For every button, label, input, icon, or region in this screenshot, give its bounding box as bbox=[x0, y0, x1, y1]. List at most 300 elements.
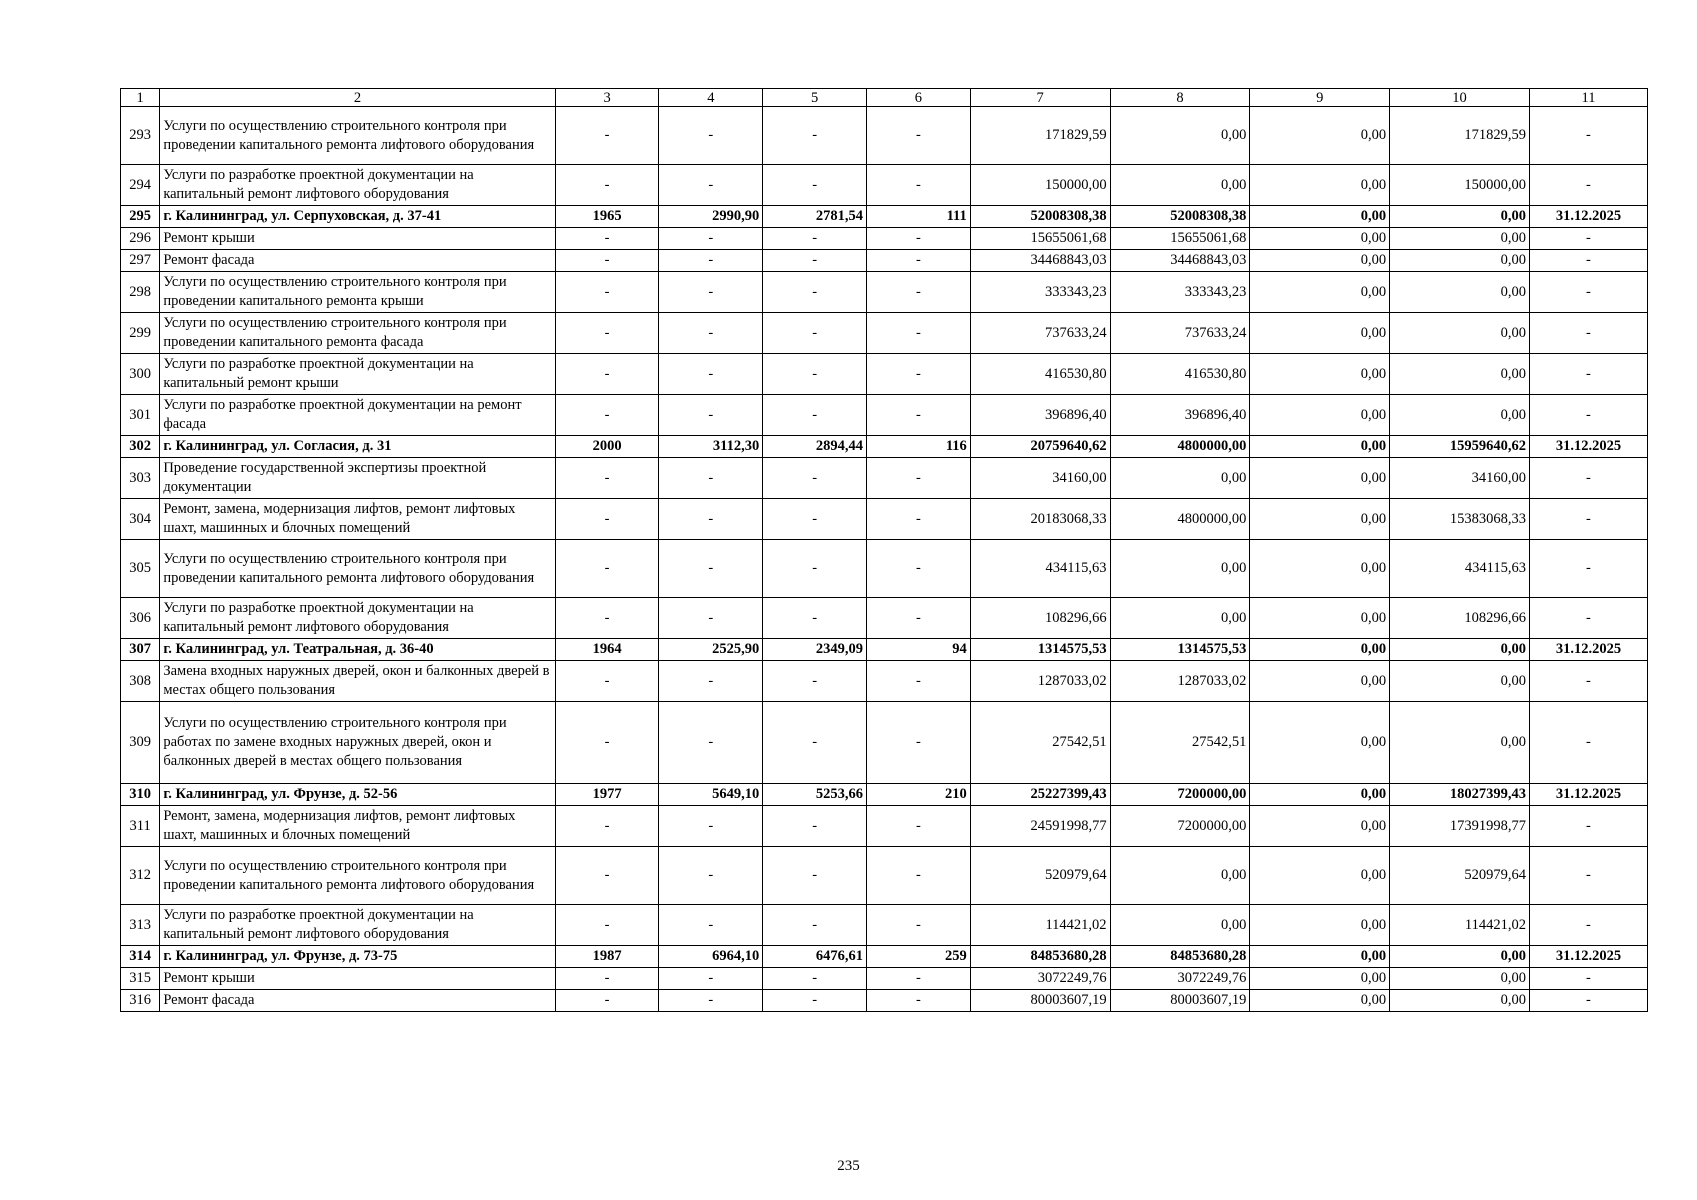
work-name-cell: Ремонт фасада bbox=[160, 250, 555, 272]
residents-cell: - bbox=[867, 458, 971, 499]
residents-cell: - bbox=[867, 107, 971, 165]
cost-col10-cell: 0,00 bbox=[1390, 702, 1530, 784]
row-number-cell: 312 bbox=[121, 847, 160, 905]
living-area-cell: 6476,61 bbox=[763, 946, 867, 968]
deadline-cell: - bbox=[1529, 499, 1647, 540]
cost-col9-cell: 0,00 bbox=[1250, 847, 1390, 905]
work-name-cell: Услуги по разработке проектной документации на капитальный ремонт лифтового оборудования bbox=[160, 598, 555, 639]
total-cost-cell: 34160,00 bbox=[970, 458, 1110, 499]
total-area-cell: - bbox=[659, 228, 763, 250]
work-name-cell: Услуги по разработке проектной документации на ремонт фасада bbox=[160, 395, 555, 436]
living-area-cell: 2894,44 bbox=[763, 436, 867, 458]
total-cost-cell: 416530,80 bbox=[970, 354, 1110, 395]
total-cost-cell: 171829,59 bbox=[970, 107, 1110, 165]
year-cell: - bbox=[555, 990, 659, 1012]
total-cost-cell: 84853680,28 bbox=[970, 946, 1110, 968]
row-number-cell: 304 bbox=[121, 499, 160, 540]
table-row bbox=[121, 499, 1648, 540]
table-row bbox=[121, 661, 1648, 702]
year-cell: 1977 bbox=[555, 784, 659, 806]
total-cost-cell: 520979,64 bbox=[970, 847, 1110, 905]
row-number-cell: 315 bbox=[121, 968, 160, 990]
total-cost-cell: 27542,51 bbox=[970, 702, 1110, 784]
year-cell: - bbox=[555, 499, 659, 540]
row-number-cell: 295 bbox=[121, 206, 160, 228]
residents-cell: 210 bbox=[867, 784, 971, 806]
cost-col9-cell: 0,00 bbox=[1250, 806, 1390, 847]
residents-cell: - bbox=[867, 165, 971, 206]
work-name-cell: Замена входных наружных дверей, окон и балконных дверей в местах общего пользования bbox=[160, 661, 555, 702]
living-area-cell: - bbox=[763, 702, 867, 784]
year-cell: - bbox=[555, 107, 659, 165]
table-row bbox=[121, 458, 1648, 499]
work-name-cell: Ремонт фасада bbox=[160, 990, 555, 1012]
cost-col8-cell: 416530,80 bbox=[1110, 354, 1250, 395]
cost-col8-cell: 4800000,00 bbox=[1110, 436, 1250, 458]
cost-col8-cell: 84853680,28 bbox=[1110, 946, 1250, 968]
row-number-cell: 301 bbox=[121, 395, 160, 436]
row-number-cell: 308 bbox=[121, 661, 160, 702]
cost-col9-cell: 0,00 bbox=[1250, 784, 1390, 806]
total-area-cell: - bbox=[659, 354, 763, 395]
work-name-cell: Ремонт, замена, модернизация лифтов, ремонт лифтовых шахт, машинных и блочных помещений bbox=[160, 806, 555, 847]
residents-cell: - bbox=[867, 540, 971, 598]
table-row bbox=[121, 905, 1648, 946]
work-name-cell: г. Калининград, ул. Фрунзе, д. 73-75 bbox=[160, 946, 555, 968]
cost-col10-cell: 0,00 bbox=[1390, 250, 1530, 272]
cost-col9-cell: 0,00 bbox=[1250, 458, 1390, 499]
year-cell: - bbox=[555, 905, 659, 946]
row-number-cell: 306 bbox=[121, 598, 160, 639]
row-number-cell: 309 bbox=[121, 702, 160, 784]
cost-col10-cell: 17391998,77 bbox=[1390, 806, 1530, 847]
year-cell: - bbox=[555, 661, 659, 702]
residents-cell: - bbox=[867, 847, 971, 905]
column-number: 4 bbox=[659, 89, 763, 107]
row-number-cell: 305 bbox=[121, 540, 160, 598]
total-area-cell: - bbox=[659, 968, 763, 990]
total-cost-cell: 108296,66 bbox=[970, 598, 1110, 639]
column-number-row bbox=[121, 89, 1648, 107]
residents-cell: - bbox=[867, 990, 971, 1012]
work-name-cell: Ремонт крыши bbox=[160, 228, 555, 250]
residents-cell: - bbox=[867, 905, 971, 946]
total-area-cell: - bbox=[659, 905, 763, 946]
cost-col8-cell: 333343,23 bbox=[1110, 272, 1250, 313]
cost-col10-cell: 0,00 bbox=[1390, 946, 1530, 968]
year-cell: - bbox=[555, 968, 659, 990]
table-row bbox=[121, 354, 1648, 395]
deadline-cell: - bbox=[1529, 968, 1647, 990]
living-area-cell: 2349,09 bbox=[763, 639, 867, 661]
living-area-cell: - bbox=[763, 968, 867, 990]
cost-col8-cell: 4800000,00 bbox=[1110, 499, 1250, 540]
deadline-cell: - bbox=[1529, 107, 1647, 165]
table-row bbox=[121, 107, 1648, 165]
year-cell: - bbox=[555, 354, 659, 395]
row-number-cell: 313 bbox=[121, 905, 160, 946]
cost-col9-cell: 0,00 bbox=[1250, 968, 1390, 990]
table-row bbox=[121, 272, 1648, 313]
data-table bbox=[120, 88, 1648, 1012]
cost-col10-cell: 15959640,62 bbox=[1390, 436, 1530, 458]
year-cell: 1987 bbox=[555, 946, 659, 968]
work-name-cell: Услуги по разработке проектной документации на капитальный ремонт лифтового оборудования bbox=[160, 905, 555, 946]
living-area-cell: - bbox=[763, 806, 867, 847]
work-name-cell: Услуги по осуществлению строительного контроля при проведении капитального ремонта фасада bbox=[160, 313, 555, 354]
residents-cell: - bbox=[867, 354, 971, 395]
living-area-cell: - bbox=[763, 313, 867, 354]
table-row bbox=[121, 598, 1648, 639]
year-cell: - bbox=[555, 847, 659, 905]
total-area-cell: - bbox=[659, 540, 763, 598]
total-cost-cell: 24591998,77 bbox=[970, 806, 1110, 847]
residents-cell: 116 bbox=[867, 436, 971, 458]
total-area-cell: - bbox=[659, 165, 763, 206]
deadline-cell: - bbox=[1529, 272, 1647, 313]
row-number-cell: 298 bbox=[121, 272, 160, 313]
cost-col8-cell: 0,00 bbox=[1110, 107, 1250, 165]
total-area-cell: - bbox=[659, 661, 763, 702]
work-name-cell: Услуги по разработке проектной документации на капитальный ремонт лифтового оборудования bbox=[160, 165, 555, 206]
total-cost-cell: 1314575,53 bbox=[970, 639, 1110, 661]
year-cell: - bbox=[555, 272, 659, 313]
total-cost-cell: 396896,40 bbox=[970, 395, 1110, 436]
year-cell: 2000 bbox=[555, 436, 659, 458]
total-area-cell: - bbox=[659, 250, 763, 272]
living-area-cell: - bbox=[763, 272, 867, 313]
total-cost-cell: 114421,02 bbox=[970, 905, 1110, 946]
cost-col10-cell: 108296,66 bbox=[1390, 598, 1530, 639]
total-cost-cell: 20759640,62 bbox=[970, 436, 1110, 458]
deadline-cell: - bbox=[1529, 990, 1647, 1012]
column-number: 5 bbox=[763, 89, 867, 107]
total-area-cell: - bbox=[659, 598, 763, 639]
row-number-cell: 303 bbox=[121, 458, 160, 499]
row-number-cell: 300 bbox=[121, 354, 160, 395]
cost-col9-cell: 0,00 bbox=[1250, 250, 1390, 272]
deadline-cell: - bbox=[1529, 250, 1647, 272]
living-area-cell: 5253,66 bbox=[763, 784, 867, 806]
work-name-cell: Услуги по осуществлению строительного контроля при работах по замене входных наружных дверей, окон и балконных дверей в местах общего пользования bbox=[160, 702, 555, 784]
cost-col8-cell: 0,00 bbox=[1110, 540, 1250, 598]
living-area-cell: - bbox=[763, 540, 867, 598]
total-cost-cell: 150000,00 bbox=[970, 165, 1110, 206]
row-number-cell: 307 bbox=[121, 639, 160, 661]
deadline-cell: 31.12.2025 bbox=[1529, 946, 1647, 968]
total-cost-cell: 25227399,43 bbox=[970, 784, 1110, 806]
cost-col8-cell: 737633,24 bbox=[1110, 313, 1250, 354]
total-cost-cell: 20183068,33 bbox=[970, 499, 1110, 540]
year-cell: 1965 bbox=[555, 206, 659, 228]
year-cell: - bbox=[555, 165, 659, 206]
cost-col9-cell: 0,00 bbox=[1250, 639, 1390, 661]
deadline-cell: 31.12.2025 bbox=[1529, 784, 1647, 806]
deadline-cell: 31.12.2025 bbox=[1529, 436, 1647, 458]
total-cost-cell: 15655061,68 bbox=[970, 228, 1110, 250]
work-name-cell: Услуги по разработке проектной документации на капитальный ремонт крыши bbox=[160, 354, 555, 395]
total-cost-cell: 333343,23 bbox=[970, 272, 1110, 313]
residents-cell: - bbox=[867, 272, 971, 313]
deadline-cell: - bbox=[1529, 165, 1647, 206]
cost-col9-cell: 0,00 bbox=[1250, 313, 1390, 354]
cost-col8-cell: 396896,40 bbox=[1110, 395, 1250, 436]
total-area-cell: 5649,10 bbox=[659, 784, 763, 806]
row-number-cell: 296 bbox=[121, 228, 160, 250]
year-cell: - bbox=[555, 598, 659, 639]
cost-col9-cell: 0,00 bbox=[1250, 702, 1390, 784]
total-cost-cell: 80003607,19 bbox=[970, 990, 1110, 1012]
cost-col9-cell: 0,00 bbox=[1250, 354, 1390, 395]
column-number: 11 bbox=[1529, 89, 1647, 107]
cost-col8-cell: 0,00 bbox=[1110, 598, 1250, 639]
deadline-cell: - bbox=[1529, 702, 1647, 784]
living-area-cell: - bbox=[763, 107, 867, 165]
total-area-cell: - bbox=[659, 272, 763, 313]
cost-col9-cell: 0,00 bbox=[1250, 598, 1390, 639]
residents-cell: 111 bbox=[867, 206, 971, 228]
work-name-cell: Услуги по осуществлению строительного контроля при проведении капитального ремонта лифтового оборудования bbox=[160, 847, 555, 905]
residents-cell: 259 bbox=[867, 946, 971, 968]
living-area-cell: - bbox=[763, 847, 867, 905]
cost-col10-cell: 0,00 bbox=[1390, 272, 1530, 313]
cost-col10-cell: 0,00 bbox=[1390, 354, 1530, 395]
total-cost-cell: 52008308,38 bbox=[970, 206, 1110, 228]
column-number: 9 bbox=[1250, 89, 1390, 107]
living-area-cell: - bbox=[763, 165, 867, 206]
cost-col10-cell: 15383068,33 bbox=[1390, 499, 1530, 540]
year-cell: - bbox=[555, 250, 659, 272]
table-row bbox=[121, 806, 1648, 847]
living-area-cell: - bbox=[763, 499, 867, 540]
total-area-cell: 2990,90 bbox=[659, 206, 763, 228]
living-area-cell: - bbox=[763, 905, 867, 946]
year-cell: - bbox=[555, 458, 659, 499]
work-name-cell: Услуги по осуществлению строительного контроля при проведении капитального ремонта лифтового оборудования bbox=[160, 107, 555, 165]
cost-col10-cell: 114421,02 bbox=[1390, 905, 1530, 946]
column-number: 7 bbox=[970, 89, 1110, 107]
cost-col9-cell: 0,00 bbox=[1250, 946, 1390, 968]
total-area-cell: - bbox=[659, 806, 763, 847]
cost-col9-cell: 0,00 bbox=[1250, 499, 1390, 540]
year-cell: - bbox=[555, 395, 659, 436]
cost-col9-cell: 0,00 bbox=[1250, 165, 1390, 206]
deadline-cell: - bbox=[1529, 806, 1647, 847]
table-row bbox=[121, 702, 1648, 784]
cost-col9-cell: 0,00 bbox=[1250, 228, 1390, 250]
total-area-cell: 2525,90 bbox=[659, 639, 763, 661]
row-number-cell: 297 bbox=[121, 250, 160, 272]
residents-cell: - bbox=[867, 250, 971, 272]
residents-cell: - bbox=[867, 228, 971, 250]
table-row bbox=[121, 206, 1648, 228]
cost-col10-cell: 150000,00 bbox=[1390, 165, 1530, 206]
cost-col8-cell: 7200000,00 bbox=[1110, 806, 1250, 847]
year-cell: - bbox=[555, 313, 659, 354]
residents-cell: 94 bbox=[867, 639, 971, 661]
cost-col10-cell: 0,00 bbox=[1390, 639, 1530, 661]
cost-col9-cell: 0,00 bbox=[1250, 540, 1390, 598]
table-row bbox=[121, 847, 1648, 905]
total-area-cell: - bbox=[659, 990, 763, 1012]
cost-col10-cell: 171829,59 bbox=[1390, 107, 1530, 165]
cost-col9-cell: 0,00 bbox=[1250, 990, 1390, 1012]
row-number-cell: 316 bbox=[121, 990, 160, 1012]
residents-cell: - bbox=[867, 661, 971, 702]
work-name-cell: г. Калининград, ул. Театральная, д. 36-40 bbox=[160, 639, 555, 661]
row-number-cell: 294 bbox=[121, 165, 160, 206]
living-area-cell: - bbox=[763, 250, 867, 272]
cost-col10-cell: 0,00 bbox=[1390, 968, 1530, 990]
cost-col8-cell: 15655061,68 bbox=[1110, 228, 1250, 250]
total-area-cell: - bbox=[659, 107, 763, 165]
deadline-cell: - bbox=[1529, 458, 1647, 499]
deadline-cell: - bbox=[1529, 540, 1647, 598]
year-cell: - bbox=[555, 228, 659, 250]
residents-cell: - bbox=[867, 702, 971, 784]
row-number-cell: 302 bbox=[121, 436, 160, 458]
deadline-cell: - bbox=[1529, 847, 1647, 905]
cost-col10-cell: 0,00 bbox=[1390, 990, 1530, 1012]
cost-col9-cell: 0,00 bbox=[1250, 436, 1390, 458]
cost-col10-cell: 0,00 bbox=[1390, 661, 1530, 702]
total-area-cell: - bbox=[659, 395, 763, 436]
residents-cell: - bbox=[867, 499, 971, 540]
living-area-cell: - bbox=[763, 395, 867, 436]
residents-cell: - bbox=[867, 968, 971, 990]
work-name-cell: Ремонт, замена, модернизация лифтов, ремонт лифтовых шахт, машинных и блочных помещений bbox=[160, 499, 555, 540]
page-number: 235 bbox=[837, 1158, 860, 1174]
cost-col10-cell: 34160,00 bbox=[1390, 458, 1530, 499]
year-cell: - bbox=[555, 702, 659, 784]
row-number-cell: 314 bbox=[121, 946, 160, 968]
work-name-cell: г. Калининград, ул. Фрунзе, д. 52-56 bbox=[160, 784, 555, 806]
year-cell: 1964 bbox=[555, 639, 659, 661]
cost-col10-cell: 434115,63 bbox=[1390, 540, 1530, 598]
cost-col8-cell: 3072249,76 bbox=[1110, 968, 1250, 990]
cost-col10-cell: 0,00 bbox=[1390, 313, 1530, 354]
deadline-cell: 31.12.2025 bbox=[1529, 206, 1647, 228]
cost-col8-cell: 0,00 bbox=[1110, 905, 1250, 946]
column-number: 2 bbox=[160, 89, 555, 107]
cost-col8-cell: 1287033,02 bbox=[1110, 661, 1250, 702]
cost-col9-cell: 0,00 bbox=[1250, 905, 1390, 946]
work-name-cell: г. Калининград, ул. Серпуховская, д. 37-41 bbox=[160, 206, 555, 228]
work-name-cell: Услуги по осуществлению строительного контроля при проведении капитального ремонта лифтового оборудования bbox=[160, 540, 555, 598]
column-number: 10 bbox=[1390, 89, 1530, 107]
cost-col9-cell: 0,00 bbox=[1250, 395, 1390, 436]
living-area-cell: - bbox=[763, 990, 867, 1012]
living-area-cell: - bbox=[763, 228, 867, 250]
deadline-cell: - bbox=[1529, 661, 1647, 702]
table-body bbox=[121, 89, 1648, 1012]
table-row bbox=[121, 250, 1648, 272]
cost-col9-cell: 0,00 bbox=[1250, 272, 1390, 313]
row-number-cell: 310 bbox=[121, 784, 160, 806]
table-row bbox=[121, 165, 1648, 206]
table-row bbox=[121, 784, 1648, 806]
cost-col8-cell: 52008308,38 bbox=[1110, 206, 1250, 228]
cost-col9-cell: 0,00 bbox=[1250, 107, 1390, 165]
living-area-cell: - bbox=[763, 661, 867, 702]
cost-col10-cell: 18027399,43 bbox=[1390, 784, 1530, 806]
table-row bbox=[121, 639, 1648, 661]
cost-col10-cell: 0,00 bbox=[1390, 228, 1530, 250]
cost-col10-cell: 0,00 bbox=[1390, 206, 1530, 228]
cost-col8-cell: 80003607,19 bbox=[1110, 990, 1250, 1012]
column-number: 6 bbox=[867, 89, 971, 107]
deadline-cell: - bbox=[1529, 228, 1647, 250]
work-name-cell: Проведение государственной экспертизы проектной документации bbox=[160, 458, 555, 499]
residents-cell: - bbox=[867, 313, 971, 354]
column-number: 3 bbox=[555, 89, 659, 107]
total-area-cell: - bbox=[659, 702, 763, 784]
cost-col8-cell: 0,00 bbox=[1110, 165, 1250, 206]
living-area-cell: - bbox=[763, 598, 867, 639]
table-row bbox=[121, 990, 1648, 1012]
deadline-cell: - bbox=[1529, 354, 1647, 395]
column-number: 1 bbox=[121, 89, 160, 107]
table-row bbox=[121, 540, 1648, 598]
living-area-cell: - bbox=[763, 458, 867, 499]
cost-col9-cell: 0,00 bbox=[1250, 206, 1390, 228]
total-cost-cell: 434115,63 bbox=[970, 540, 1110, 598]
total-area-cell: - bbox=[659, 499, 763, 540]
cost-col8-cell: 0,00 bbox=[1110, 458, 1250, 499]
table-row bbox=[121, 313, 1648, 354]
cost-col10-cell: 520979,64 bbox=[1390, 847, 1530, 905]
cost-col8-cell: 0,00 bbox=[1110, 847, 1250, 905]
year-cell: - bbox=[555, 806, 659, 847]
residents-cell: - bbox=[867, 598, 971, 639]
table-row bbox=[121, 395, 1648, 436]
row-number-cell: 311 bbox=[121, 806, 160, 847]
deadline-cell: - bbox=[1529, 598, 1647, 639]
row-number-cell: 299 bbox=[121, 313, 160, 354]
work-name-cell: Услуги по осуществлению строительного контроля при проведении капитального ремонта крыши bbox=[160, 272, 555, 313]
column-number: 8 bbox=[1110, 89, 1250, 107]
table-row bbox=[121, 968, 1648, 990]
total-cost-cell: 34468843,03 bbox=[970, 250, 1110, 272]
total-cost-cell: 737633,24 bbox=[970, 313, 1110, 354]
deadline-cell: - bbox=[1529, 905, 1647, 946]
total-cost-cell: 1287033,02 bbox=[970, 661, 1110, 702]
residents-cell: - bbox=[867, 395, 971, 436]
row-number-cell: 293 bbox=[121, 107, 160, 165]
living-area-cell: 2781,54 bbox=[763, 206, 867, 228]
total-area-cell: - bbox=[659, 458, 763, 499]
residents-cell: - bbox=[867, 806, 971, 847]
total-area-cell: 3112,30 bbox=[659, 436, 763, 458]
total-area-cell: - bbox=[659, 313, 763, 354]
deadline-cell: - bbox=[1529, 313, 1647, 354]
cost-col9-cell: 0,00 bbox=[1250, 661, 1390, 702]
total-area-cell: - bbox=[659, 847, 763, 905]
table-row bbox=[121, 436, 1648, 458]
cost-col8-cell: 27542,51 bbox=[1110, 702, 1250, 784]
cost-col8-cell: 34468843,03 bbox=[1110, 250, 1250, 272]
cost-col8-cell: 7200000,00 bbox=[1110, 784, 1250, 806]
table-row bbox=[121, 228, 1648, 250]
year-cell: - bbox=[555, 540, 659, 598]
total-area-cell: 6964,10 bbox=[659, 946, 763, 968]
work-name-cell: Ремонт крыши bbox=[160, 968, 555, 990]
living-area-cell: - bbox=[763, 354, 867, 395]
deadline-cell: 31.12.2025 bbox=[1529, 639, 1647, 661]
table-row bbox=[121, 946, 1648, 968]
cost-col10-cell: 0,00 bbox=[1390, 395, 1530, 436]
total-cost-cell: 3072249,76 bbox=[970, 968, 1110, 990]
